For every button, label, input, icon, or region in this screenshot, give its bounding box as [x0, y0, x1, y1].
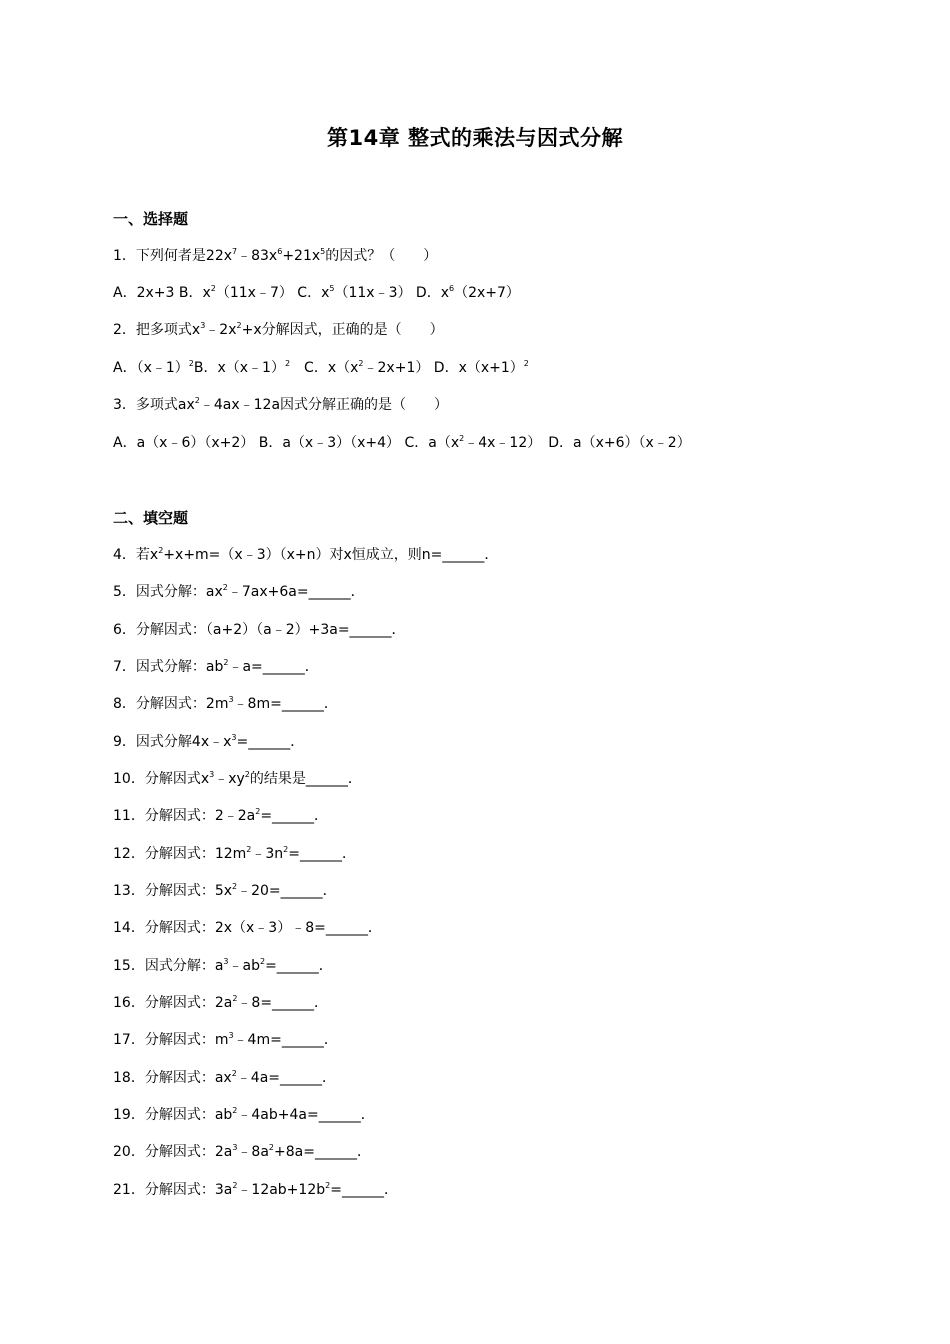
question-17: 17．分解因式：$m^3﹣4m=\_\_\_\_\_\_$．: [113, 1031, 338, 1048]
question-10: 10．分解因式$x^3﹣xy^2$的结果是______．: [113, 770, 362, 787]
question-6: 6．分解因式：（a+2）（a﹣2）+3a=______．: [113, 622, 406, 638]
question-2-stem: 2．把多项式$x^3﹣2x^2+x$分解因式，正确的是（ ）: [113, 321, 444, 338]
question-4: 4．若$x^2+x+m=(x﹣3)(x+n)$对x恒成立，则n=______．: [113, 546, 499, 563]
section-heading-choice: 一、选择题: [113, 210, 189, 228]
question-5: 5．因式分解：$ax^2﹣7ax+6a=\_\_\_\_\_\_$．: [113, 583, 365, 600]
question-3-options: A．a（x﹣6）（x+2） B．a（x﹣3）（x+4） C．$a(x^2﹣4x﹣12)$ D．a（x+6）（x﹣2）: [113, 434, 691, 451]
question-18: 18．分解因式：$ax^2﹣4a=\_\_\_\_\_\_$．: [113, 1069, 336, 1086]
question-19: 19．分解因式：$ab^2﹣4ab+4a=\_\_\_\_\_\_$．: [113, 1106, 375, 1123]
section-heading-fill-blank: 二、填空题: [113, 509, 189, 527]
question-13: 13．分解因式：$5x^2﹣20=\_\_\_\_\_\_$．: [113, 882, 337, 899]
question-1-options: A．2x+3 B．$x^2(11x﹣7)$ C．$x^5(11x﹣3)$ D．$x^6(2x+7)$: [113, 284, 520, 301]
question-1-stem: 1．下列何者是$22x^7﹣83x^6+21x^5$的因式？（ ）: [113, 247, 438, 264]
question-2-options: A．（x﹣1）$^2$B．x（x﹣1）$^2$ C．$x(x^2﹣2x+1)$ D．$x(x+1)^2$: [113, 359, 529, 376]
question-15: 15．因式分解：$a^3﹣ab^2=\_\_\_\_\_\_$．: [113, 957, 333, 974]
question-11: 11．分解因式：$2﹣2a^2=\_\_\_\_\_\_$．: [113, 807, 329, 824]
question-9: 9．因式分解$4x﹣x^3=\_\_\_\_\_\_$．: [113, 733, 305, 750]
question-20: 20．分解因式：$2a^3﹣8a^2+8a=\_\_\_\_\_\_$．: [113, 1143, 371, 1160]
question-12: 12．分解因式：$12m^2﹣3n^2=\_\_\_\_\_\_$．: [113, 845, 356, 862]
question-21: 21．分解因式：$3a^2﹣12ab+12b^2=\_\_\_\_\_\_$．: [113, 1181, 398, 1198]
question-16: 16．分解因式：$2a^2﹣8=\_\_\_\_\_\_$．: [113, 994, 329, 1011]
question-14: 14．分解因式：2x（x﹣3）﹣8=______．: [113, 920, 382, 936]
page-title: 第14章 整式的乘法与因式分解: [326, 126, 624, 150]
question-7: 7．因式分解：$ab^2﹣a=\_\_\_\_\_\_$．: [113, 658, 319, 675]
question-3-stem: 3．多项式$ax^2﹣4ax﹣12a$因式分解正确的是（ ）: [113, 396, 449, 413]
question-8: 8．分解因式：$2m^3﹣8m=\_\_\_\_\_\_$．: [113, 695, 338, 712]
